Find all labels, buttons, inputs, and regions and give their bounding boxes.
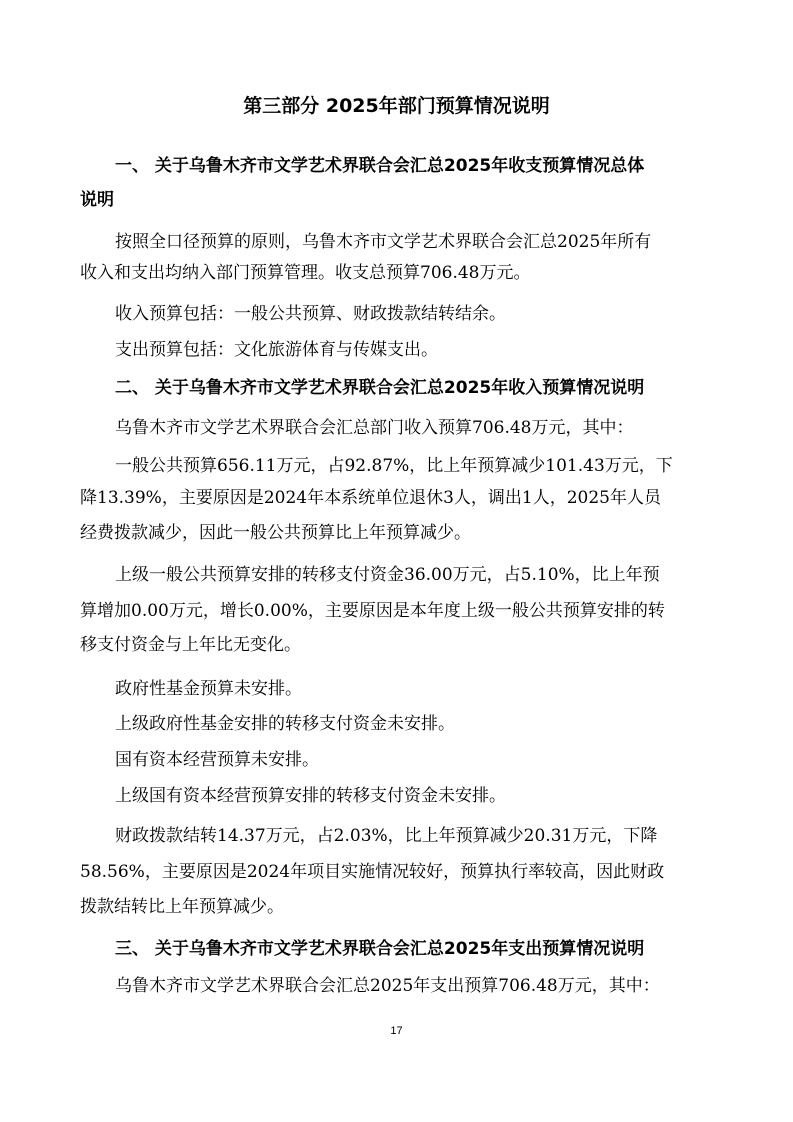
paragraph-line: 上级政府性基金安排的转移支付资金未安排。 (115, 714, 455, 734)
paragraph-line: 国有资本经营预算未安排。 (115, 750, 319, 770)
paragraph-line: 收入和支出均纳入部门预算管理。收支总预算706.48万元。 (80, 263, 531, 283)
paragraph-line: 经费拨款减少，因此一般公共预算比上年预算减少。 (80, 523, 471, 543)
section-heading-line: 一、 关于乌鲁木齐市文学艺术界联合会汇总2025年收支预算情况总体 (115, 156, 645, 176)
paragraph-line: 移支付资金与上年比无变化。 (80, 635, 301, 655)
paragraph-line: 上级国有资本经营预算安排的转移支付资金未安排。 (115, 786, 506, 806)
section-heading-line: 三、 关于乌鲁木齐市文学艺术界联合会汇总2025年支出预算情况说明 (115, 939, 645, 959)
paragraph-line: 算增加0.00万元，增长0.00%，主要原因是本年度上级一般公共预算安排的转 (80, 601, 665, 621)
paragraph-line: 拨款结转比上年预算减少。 (80, 897, 284, 917)
paragraph-line: 支出预算包括：文化旅游体育与传媒支出。 (115, 340, 438, 360)
page-title: 第三部分 2025年部门预算情况说明 (243, 95, 550, 117)
section-heading-line: 二、 关于乌鲁木齐市文学艺术界联合会汇总2025年收入预算情况说明 (115, 378, 645, 398)
paragraph-line: 政府性基金预算未安排。 (115, 679, 302, 699)
paragraph-line: 乌鲁木齐市文学艺术界联合会汇总2025年支出预算706.48万元，其中： (115, 976, 660, 996)
paragraph-line: 一般公共预算656.11万元，占92.87%，比上年预算减少101.43万元，下 (115, 456, 673, 476)
paragraph-line: 上级一般公共预算安排的转移支付资金36.00万元，占5.10%，比上年预 (115, 565, 660, 585)
paragraph-line: 按照全口径预算的原则，乌鲁木齐市文学艺术界联合会汇总2025年所有 (115, 232, 652, 252)
paragraph-line: 收入预算包括：一般公共预算、财政拨款结转结余。 (115, 304, 506, 324)
paragraph-line: 降13.39%，主要原因是2024年本系统单位退休3人，调出1人，2025年人员 (80, 488, 661, 508)
paragraph-line: 58.56%，主要原因是2024年项目实施情况较好，预算执行率较高，因此财政 (80, 862, 665, 882)
page-number: 17 (390, 1025, 403, 1037)
section-heading-line: 说明 (80, 190, 114, 210)
paragraph-line: 财政拨款结转14.37万元，占2.03%，比上年预算减少20.31万元，下降 (115, 826, 658, 846)
paragraph-line: 乌鲁木齐市文学艺术界联合会汇总部门收入预算706.48万元，其中： (115, 418, 634, 438)
